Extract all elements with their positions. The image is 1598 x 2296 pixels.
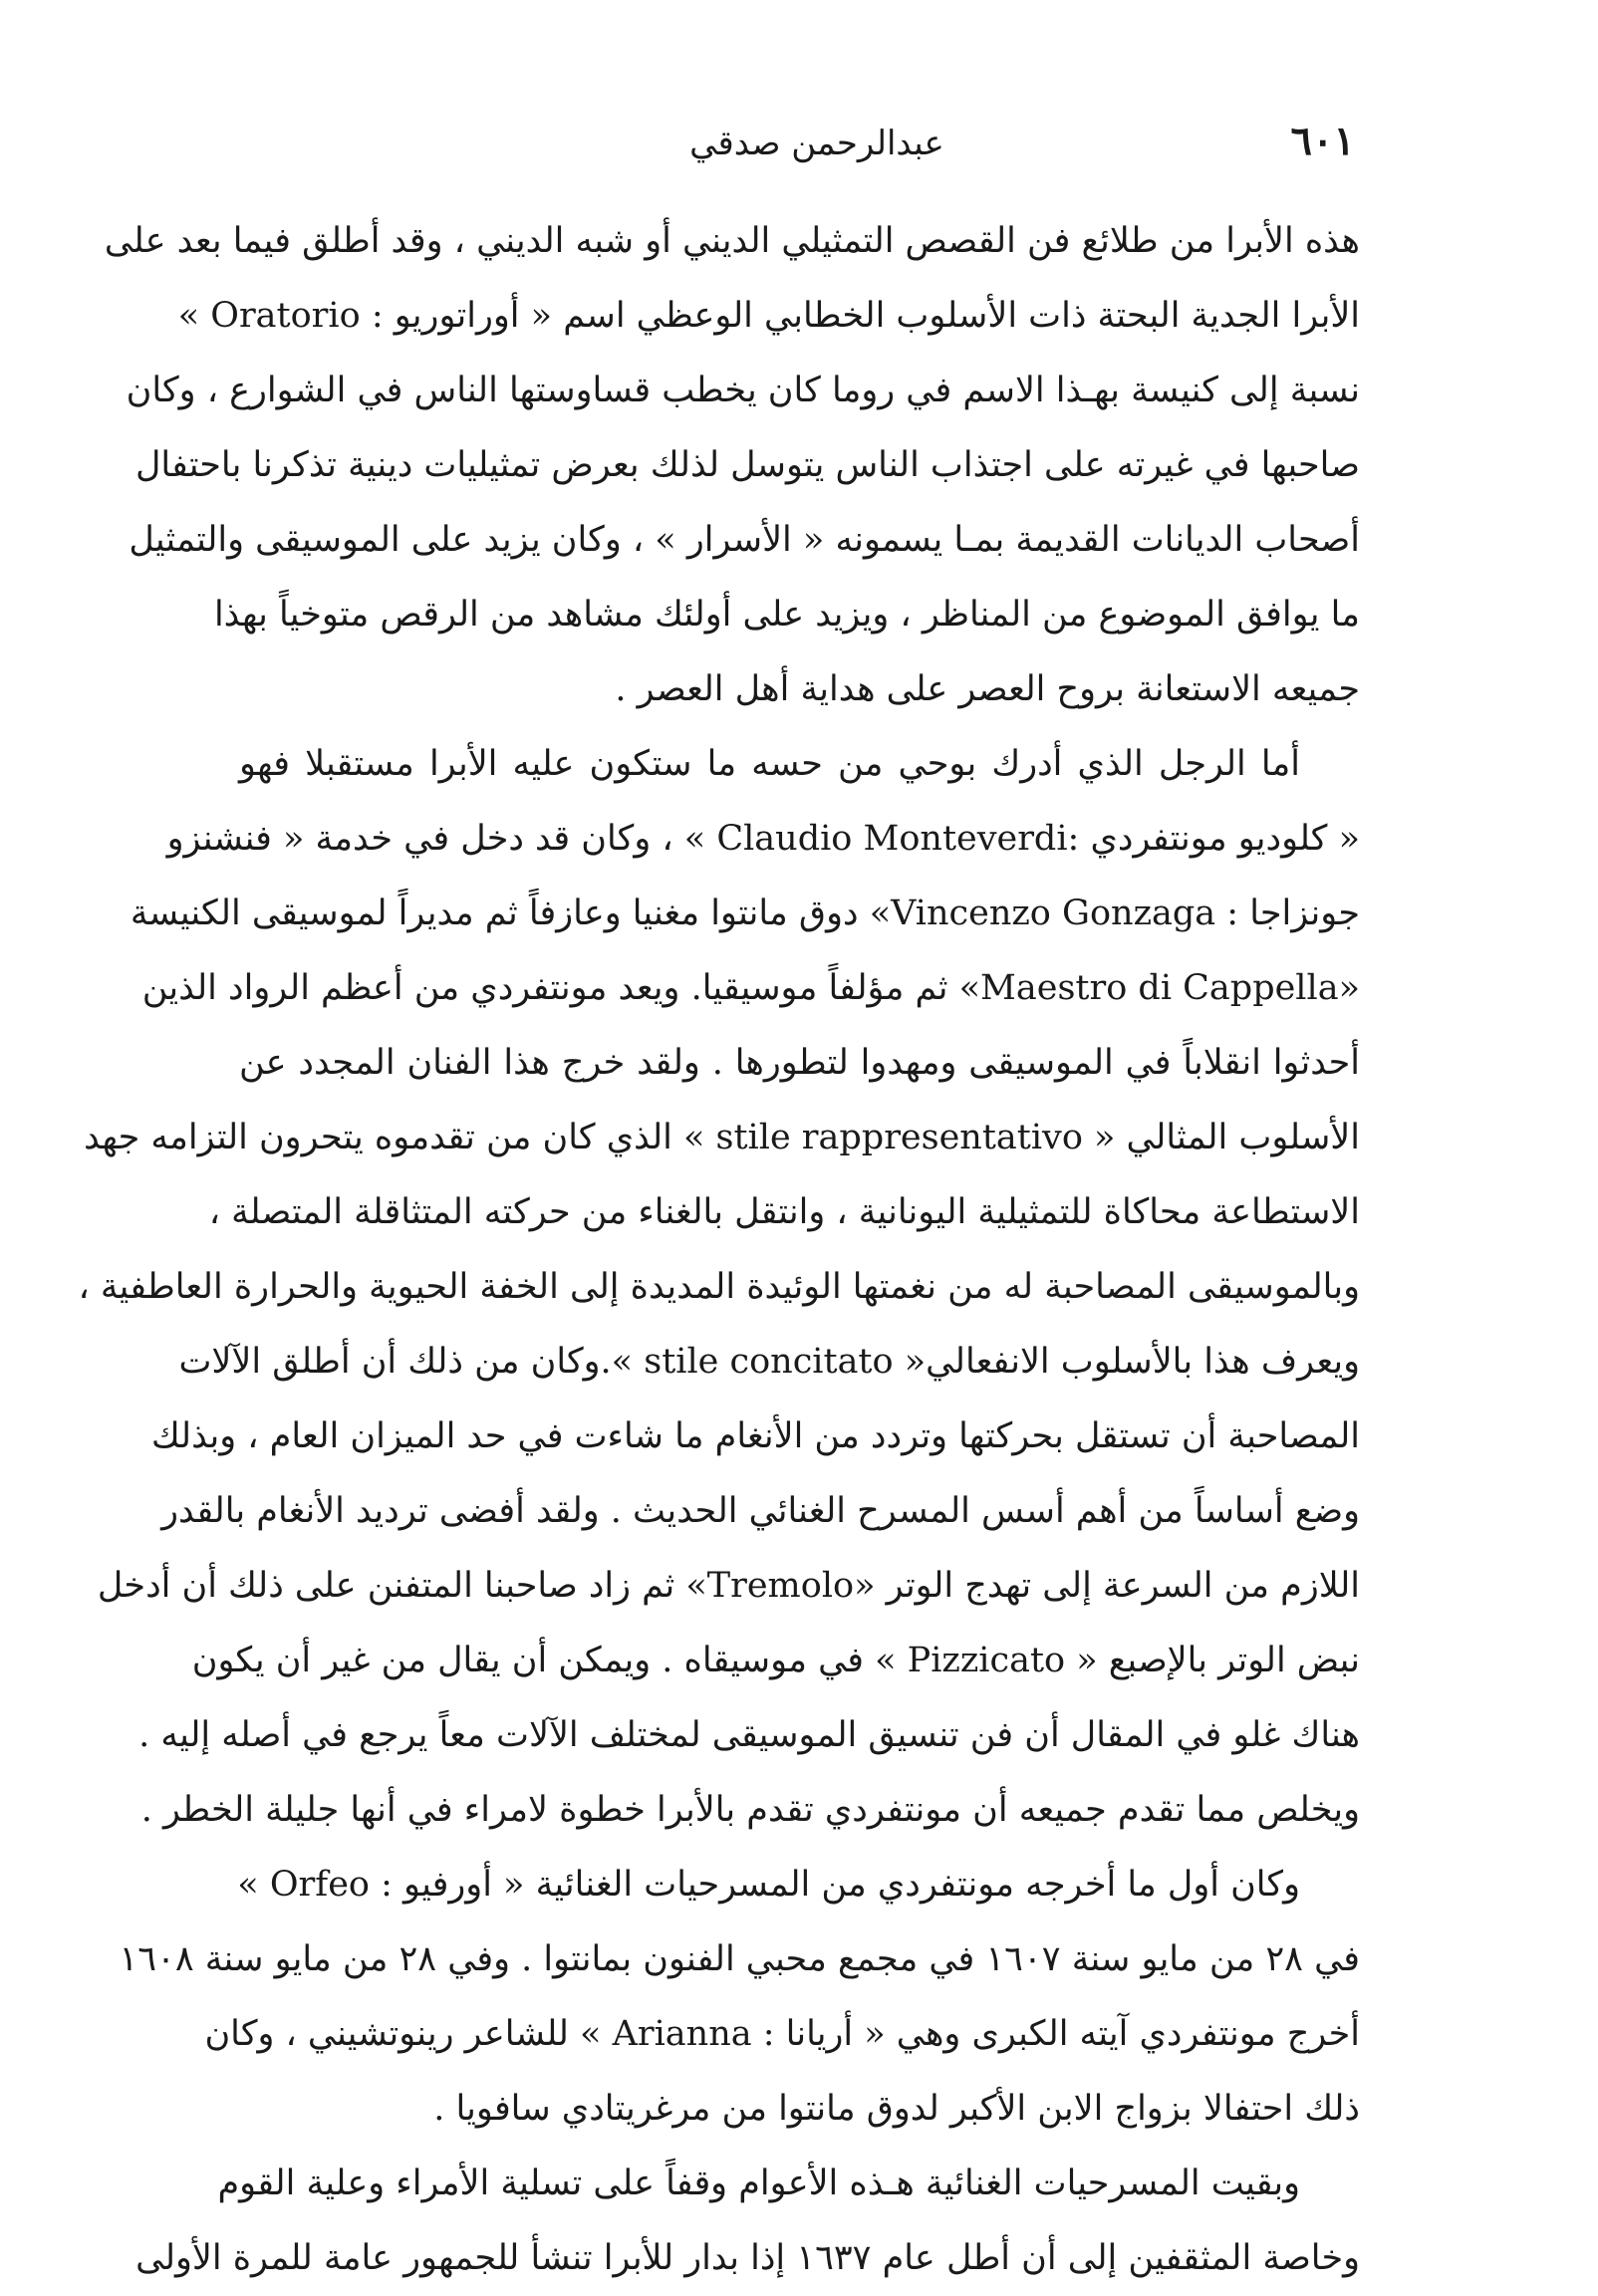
text-line: أصحاب الديانات القديمة بمـا يسمونه « الأسرار » ، وكان يزيد على الموسيقى والتمثيل — [129, 520, 1360, 560]
text-line: صاحبها في غيرته على اجتذاب الناس يتوسل لذلك بعرض تمثيليات دينية تذكرنا باحتفال — [134, 445, 1360, 485]
text-line: وضع أساساً من أهم أسس المسرح الغنائي الحديث . ولقد أفضى ترديد الأنغام بالقدر — [161, 1491, 1360, 1531]
text-line: في ٢٨ من مايو سنة ١٦٠٧ في مجمع محبي الفنون بمانتوا . وفي ٢٨ من مايو سنة ١٦٠٨ — [119, 1939, 1360, 1979]
text-line: جميعه الاستعانة بروح العصر على هداية أهل العصر . — [615, 669, 1360, 709]
text-line: هناك غلو في المقال أن فن تنسيق الموسيقى لمختلف الآلات معاً يرجع في أصله إليه . — [138, 1715, 1360, 1755]
text-line: المصاحبة أن تستقل بحركتها وتردد من الأنغام ما شاءت في حد الميزان العام ، وبذلك — [150, 1416, 1360, 1456]
text-line: الأسلوب المثالي « stile rappresentativo » الذي كان من تقدموه يتحرون التزامه جهد — [84, 1118, 1360, 1157]
text-line: أحدثوا انقلاباً في الموسيقى ومهدوا لتطورها . ولقد خرج هذا الفنان المجدد عن — [239, 1043, 1360, 1083]
text-line: اللازم من السرعة إلى تهدج الوتر «Tremolo» ثم زاد صاحبنا المتفنن على ذلك أن أدخل — [97, 1566, 1360, 1606]
text-line: ما يوافق الموضوع من المناظر ، ويزيد على أولئك مشاهد من الرقص متوخياً بهذا — [213, 595, 1360, 635]
text-line: هذه الأبرا من طلائع فن القصص التمثيلي الديني أو شبه الديني ، وقد أطلق فيما بعد على — [104, 221, 1360, 261]
text-line: جونزاجا : Vincenzo Gonzaga» دوق مانتوا مغنيا وعازفاً ثم مديراً لموسيقى الكنيسة — [130, 893, 1360, 933]
page-number: ٦٠١ — [1290, 118, 1355, 164]
text-line: ويعرف هذا بالأسلوب الانفعالي« stile concitato ».وكان من ذلك أن أطلق الآلات — [178, 1342, 1360, 1382]
text-line: وبالموسيقى المصاحبة له من نغمتها الوئيدة المديدة إلى الخفة الحيوية والحرارة العاطفية ، — [78, 1267, 1360, 1307]
text-line: أما الرجل الذي أدرك بوحي من حسه ما ستكون عليه الأبرا مستقبلا فهو — [239, 744, 1300, 784]
text-line: وكان أول ما أخرجه مونتفردي من المسرحيات الغنائية « أورفيو : Orfeo » — [237, 1865, 1300, 1905]
text-line: «Maestro di Cappella» ثم مؤلفاً موسيقيا. ويعد مونتفردي من أعظم الرواد الذين — [141, 968, 1360, 1008]
text-line: نبض الوتر بالإصبع « Pizzicato » في موسيقاه . ويمكن أن يقال من غير أن يكون — [191, 1641, 1360, 1680]
text-line: « كلوديو مونتفردي :Claudio Monteverdi » ، وكان قد دخل في خدمة « فنشنزو — [166, 819, 1360, 859]
text-line: الأبرا الجدية البحتة ذات الأسلوب الخطابي الوعظي اسم « أوراتوريو : Oratorio » — [177, 296, 1360, 336]
text-line: الاستطاعة محاكاة للتمثيلية اليونانية ، وانتقل بالغناء من حركته المتثاقلة المتصلة ، — [208, 1192, 1360, 1232]
text-line: وخاصة المثقفين إلى أن أطل عام ١٦٣٧ إذا بدار للأبرا تنشأ للجمهور عامة للمرة الأولى — [135, 2238, 1360, 2278]
text-line: ويخلص مما تقدم جميعه أن مونتفردي تقدم بالأبرا خطوة لامراء في أنها جليلة الخطر . — [140, 1790, 1360, 1830]
text-line: وبقيت المسرحيات الغنائية هـذه الأعوام وقفاً على تسلية الأمراء وعلية القوم — [217, 2164, 1300, 2203]
page-header — [279, 118, 1355, 177]
text-line: ذلك احتفالا بزواج الابن الأكبر لدوق مانتوا من مرغريتادي سافويا . — [433, 2089, 1360, 2129]
running-head: عبدالرحمن صدقي — [689, 124, 944, 163]
text-line: نسبة إلى كنيسة بهـذا الاسم في روما كان يخطب قساوستها الناس في الشوارع ، وكان — [126, 371, 1360, 410]
text-line: أخرج مونتفردي آيته الكبرى وهي « أريانا : Arianna » للشاعر رينوتشيني ، وكان — [204, 2014, 1360, 2054]
body-text — [78, 204, 1360, 2296]
